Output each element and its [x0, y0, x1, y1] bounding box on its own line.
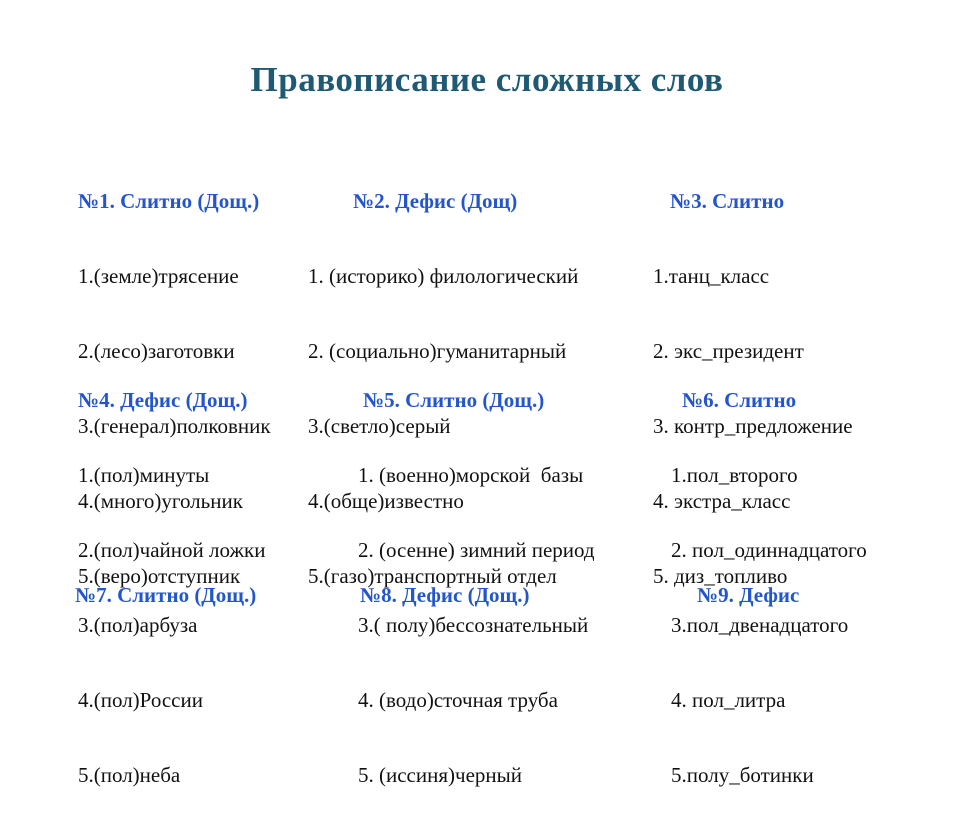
- list-item: 1. (историко) филологический: [308, 264, 579, 288]
- list-item: 2.(лесо)заготовки: [78, 339, 235, 363]
- list-item: 1.(земле)трясение: [78, 264, 239, 288]
- list-item: 3.пол_двенадцатого: [671, 613, 849, 637]
- page-title: Правописание сложных слов: [250, 60, 724, 99]
- list-item: 5.(веро)отступник: [78, 564, 241, 588]
- block-header: №2. Дефис (Дощ): [353, 189, 518, 213]
- block-header: №8. Дефис (Дощ.): [360, 583, 530, 607]
- word-block-8-partial: [360, 533, 530, 658]
- list-item: 2. пол_одиннадцатого: [671, 538, 867, 562]
- list-item: 5. диз_топливо: [653, 564, 788, 588]
- list-item: 4. (водо)сточная труба: [358, 688, 558, 712]
- word-block-7-partial: [75, 533, 256, 658]
- block-header: №5. Слитно (Дощ.): [363, 388, 545, 412]
- block-header: №3. Слитно: [670, 189, 785, 213]
- list-item: 1. (военно)морской базы: [358, 463, 584, 487]
- list-item: 4.(обще)известно: [308, 489, 464, 513]
- list-item: 4. пол_литра: [671, 688, 786, 712]
- list-item: 5. (иссиня)черный: [358, 763, 522, 787]
- list-item: 1.(пол)минуты: [78, 463, 210, 487]
- list-item: 3.(светло)серый: [308, 414, 451, 438]
- list-item: 5.(газо)транспортный отдел: [308, 564, 557, 588]
- block-header: №4. Дефис (Дощ.): [78, 388, 248, 412]
- list-item: 2.(пол)чайной ложки: [78, 538, 266, 562]
- block-header: №6. Слитно: [682, 388, 797, 412]
- list-item: 4.(пол)России: [78, 688, 203, 712]
- list-item: 4. экстра_класс: [653, 489, 791, 513]
- word-block-9-partial: [697, 533, 799, 658]
- block-header: №9. Дефис: [697, 583, 800, 607]
- block-header: №1. Слитно (Дощ.): [78, 189, 260, 213]
- list-item: 4.(много)угольник: [78, 489, 243, 513]
- list-item: 2. (социально)гуманитарный: [308, 339, 567, 363]
- list-item: 5.(пол)неба: [78, 763, 181, 787]
- list-item: 3.(генерал)полковник: [78, 414, 271, 438]
- list-item: 2. (осенне) зимний период: [358, 538, 595, 562]
- list-item: 1.пол_второго: [671, 463, 798, 487]
- list-item: 5.полу_ботинки: [671, 763, 814, 787]
- list-item: 3.( полу)бессознательный: [358, 613, 589, 637]
- block-header: №7. Слитно (Дощ.): [75, 583, 257, 607]
- list-item: 3. контр_предложение: [653, 414, 853, 438]
- list-item: 1.танц_класс: [653, 264, 770, 288]
- list-item: 2. экс_президент: [653, 339, 804, 363]
- list-item: 3.(пол)арбуза: [78, 613, 198, 637]
